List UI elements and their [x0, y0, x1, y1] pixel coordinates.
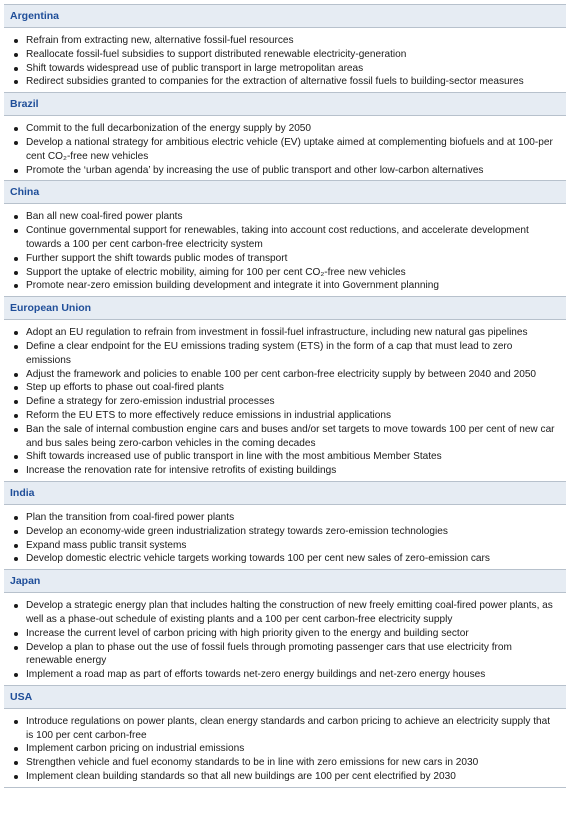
item-text: Ban the sale of internal combustion engine cars and buses and/or set targets to move towards 100 per cent of new car and bus sales being zero-carbon vehicles in the coming decades [26, 423, 555, 449]
item-text: Support the uptake of electric mobility, aiming for 100 per cent CO₂-free new vehicles [26, 266, 406, 278]
list-item [12, 252, 558, 266]
item-text: Develop domestic electric vehicle targets working towards 100 per cent new sales of zero-emission cars [26, 553, 490, 565]
item-text: Promote near-zero emission building development and integrate it into Government planning [26, 280, 439, 292]
item-text: Continue governmental support for renewables, taking into account cost reductions, and accelerate development towards a 100 per cent carbon-free electricity system [26, 225, 529, 250]
bullet-icon [14, 673, 18, 677]
bullet-icon [14, 80, 18, 84]
item-text: Reform the EU ETS to more effectively reduce emissions in industrial applications [26, 409, 392, 421]
policy-list [4, 505, 566, 569]
list-item [12, 368, 558, 382]
bullet-icon [14, 127, 18, 131]
item-text: Expand mass public transit systems [26, 539, 187, 551]
list-item [12, 266, 558, 280]
bullet-icon [14, 345, 18, 349]
bullet-icon [14, 530, 18, 534]
bullet-icon [14, 720, 18, 724]
item-text: Shift towards widespread use of public transport in large metropolitan areas [26, 62, 364, 74]
list-item [12, 715, 558, 743]
item-text: Strengthen vehicle and fuel economy standards to be in line with zero emissions for new cars in 2030 [26, 757, 479, 769]
section-heading: China [4, 181, 566, 204]
section-india [4, 481, 566, 569]
section-japan [4, 569, 566, 685]
item-text: Introduce regulations on power plants, clean energy standards and carbon pricing to achieve an electricity supply that is 100 per cent carbon-free [26, 715, 551, 741]
item-text: Refrain from extracting new, alternative fossil-fuel resources [26, 35, 294, 46]
list-item [12, 62, 558, 76]
item-text: Adopt an EU regulation to refrain from investment in fossil-fuel infrastructure, including new natural gas pipelines [26, 327, 528, 339]
bullet-icon [14, 169, 18, 173]
bullet-icon [14, 428, 18, 432]
policy-list [4, 204, 566, 296]
list-item [12, 525, 558, 539]
list-item [12, 450, 558, 464]
item-text: Develop an economy-wide green industrialization strategy towards zero-emission technologies [26, 525, 448, 537]
item-text: Define a clear endpoint for the EU emissions trading system (ETS) in the form of a cap that must lead to zero emissions [26, 340, 513, 366]
item-text: Develop a national strategy for ambitious electric vehicle (EV) uptake aimed at complementing biofuels and at 100-per cent CO₂-free new vehicles [26, 136, 553, 162]
bullet-icon [14, 215, 18, 219]
item-text: Develop a strategic energy plan that includes halting the construction of new freely emitting coal-fired power plants, as well as a phase-out schedule of existing plants and a 100 per cent carbon-free electricity supply [26, 600, 553, 625]
list-item [12, 224, 558, 252]
section-china [4, 180, 566, 296]
item-text: Ban all new coal-fired power plants [26, 211, 183, 223]
item-text: Adjust the framework and policies to enable 100 per cent carbon-free electricity supply by between 2040 and 2050 [26, 368, 537, 380]
list-item [12, 511, 558, 525]
bullet-icon [14, 400, 18, 404]
section-heading: USA [4, 686, 566, 709]
policy-list [4, 709, 566, 787]
list-item [12, 409, 558, 423]
item-text: Redirect subsidies granted to companies for the extraction of alternative fossil fuels to building-sector measures [26, 76, 524, 88]
bullet-icon [14, 516, 18, 520]
policy-table [4, 4, 566, 788]
item-text: Promote the ‘urban agenda’ by increasing the use of public transport and other low-carbon alternatives [26, 164, 484, 176]
bullet-icon [14, 386, 18, 390]
bullet-icon [14, 141, 18, 145]
list-item [12, 668, 558, 682]
section-usa [4, 685, 566, 788]
bullet-icon [14, 775, 18, 779]
list-item [12, 395, 558, 409]
item-text: Step up efforts to phase out coal-fired plants [26, 382, 224, 394]
section-heading: Argentina [4, 5, 566, 28]
item-text: Develop a plan to phase out the use of fossil fuels through promoting passenger cars that use electricity from renewable energy [26, 641, 512, 667]
section-heading: Japan [4, 570, 566, 593]
list-item [12, 210, 558, 224]
bullet-icon [14, 39, 18, 43]
section-argentina [4, 4, 566, 92]
item-text: Reallocate fossil-fuel subsidies to support distributed renewable electricity-generation [26, 48, 407, 60]
bullet-icon [14, 284, 18, 288]
list-item [12, 122, 558, 136]
bullet-icon [14, 373, 18, 377]
bullet-icon [14, 271, 18, 275]
bullet-icon [14, 331, 18, 335]
bullet-icon [14, 761, 18, 765]
list-item [12, 34, 558, 48]
list-item [12, 381, 558, 395]
policy-list [4, 320, 566, 481]
item-text: Increase the current level of carbon pricing with high priority given to the energy and building sector [26, 627, 469, 639]
list-item [12, 552, 558, 566]
bullet-icon [14, 747, 18, 751]
list-item [12, 75, 558, 89]
item-text: Shift towards increased use of public transport in line with the most ambitious Member States [26, 451, 442, 463]
list-item [12, 423, 558, 451]
section-heading: European Union [4, 297, 566, 320]
list-item [12, 742, 558, 756]
bullet-icon [14, 544, 18, 548]
item-text: Implement clean building standards so that all new buildings are 100 per cent electrified by 2030 [26, 771, 456, 783]
list-item [12, 756, 558, 770]
bullet-icon [14, 604, 18, 608]
section-brazil [4, 92, 566, 180]
policy-list [4, 116, 566, 180]
bullet-icon [14, 53, 18, 57]
bullet-icon [14, 632, 18, 636]
bullet-icon [14, 469, 18, 473]
list-item [12, 464, 558, 478]
bullet-icon [14, 455, 18, 459]
bullet-icon [14, 229, 18, 233]
list-item [12, 539, 558, 553]
item-text: Implement a road map as part of efforts towards net-zero energy buildings and net-zero energy houses [26, 669, 486, 681]
list-item [12, 770, 558, 784]
section-heading: India [4, 482, 566, 505]
list-item [12, 326, 558, 340]
policy-list [4, 28, 566, 92]
bullet-icon [14, 414, 18, 418]
bullet-icon [14, 257, 18, 261]
list-item [12, 48, 558, 62]
item-text: Commit to the full decarbonization of the energy supply by 2050 [26, 123, 312, 135]
bullet-icon [14, 67, 18, 71]
item-text: Implement carbon pricing on industrial emissions [26, 743, 245, 755]
list-item [12, 599, 558, 627]
list-item [12, 627, 558, 641]
item-text: Increase the renovation rate for intensive retrofits of existing buildings [26, 465, 337, 477]
section-european-union [4, 296, 566, 481]
list-item [12, 340, 558, 368]
item-text: Plan the transition from coal-fired power plants [26, 511, 235, 523]
item-text: Further support the shift towards public modes of transport [26, 252, 288, 264]
list-item [12, 641, 558, 669]
item-text: Define a strategy for zero-emission industrial processes [26, 396, 275, 408]
bullet-icon [14, 646, 18, 650]
section-heading: Brazil [4, 93, 566, 116]
list-item [12, 279, 558, 293]
bullet-icon [14, 557, 18, 561]
list-item [12, 136, 558, 164]
policy-list [4, 593, 566, 685]
list-item [12, 164, 558, 178]
